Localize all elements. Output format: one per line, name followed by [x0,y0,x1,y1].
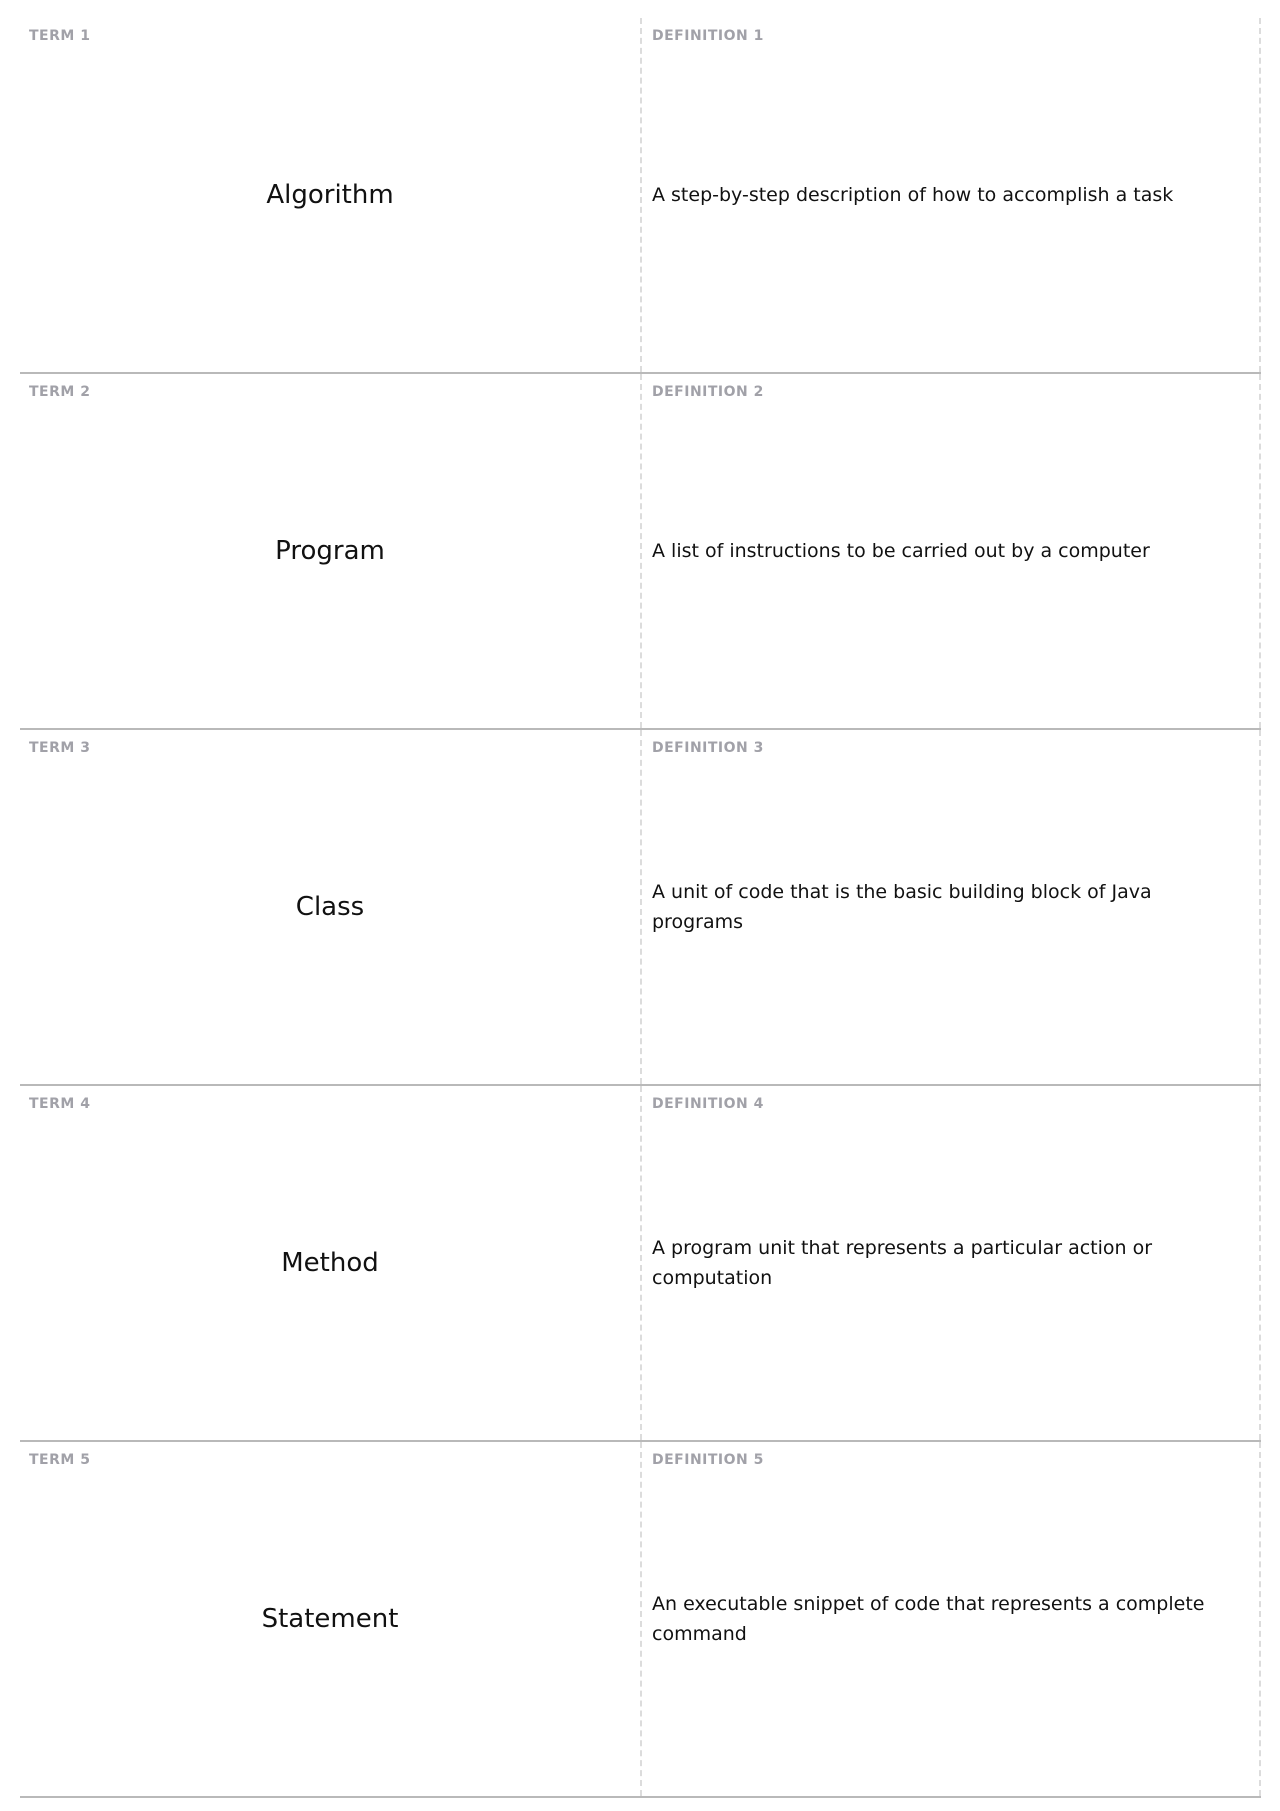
term-label: TERM 3 [29,740,91,756]
term-cell [20,730,642,1084]
definition-cell [642,730,1261,1084]
term-text: Algorithm [266,180,394,210]
flashcard-row [20,730,1261,1086]
definition-text: A list of instructions to be carried out by a computer [652,540,1150,562]
term-cell [20,1086,642,1440]
flashcard-row [20,1442,1261,1798]
term-text: Statement [261,1604,399,1634]
term-label: TERM 4 [29,1096,91,1112]
term-label: TERM 1 [29,28,91,44]
term-cell [20,374,642,728]
term-text: Class [295,892,365,922]
term-cell [20,1442,642,1796]
definition-cell [642,18,1261,372]
term-label: TERM 5 [29,1452,91,1468]
definition-label: DEFINITION 5 [652,1452,764,1468]
definition-label: DEFINITION 4 [652,1096,764,1112]
definition-label: DEFINITION 1 [652,28,764,44]
definition-text: A unit of code that is the basic building block of Java programs [652,881,1152,933]
flashcard-row [20,18,1261,374]
definition-label: DEFINITION 2 [652,384,764,400]
definition-text: An executable snippet of code that represents a complete command [652,1593,1205,1645]
flashcard-row [20,374,1261,730]
definition-cell [642,374,1261,728]
definition-text: A step-by-step description of how to accomplish a task [652,184,1174,206]
definition-text: A program unit that represents a particular action or computation [652,1237,1153,1289]
definition-cell [642,1086,1261,1440]
term-text: Method [281,1248,379,1278]
term-cell [20,18,642,372]
flashcard-sheet [20,18,1261,1798]
term-label: TERM 2 [29,384,91,400]
flashcard-row [20,1086,1261,1442]
term-text: Program [275,536,385,566]
definition-cell [642,1442,1261,1796]
definition-label: DEFINITION 3 [652,740,764,756]
